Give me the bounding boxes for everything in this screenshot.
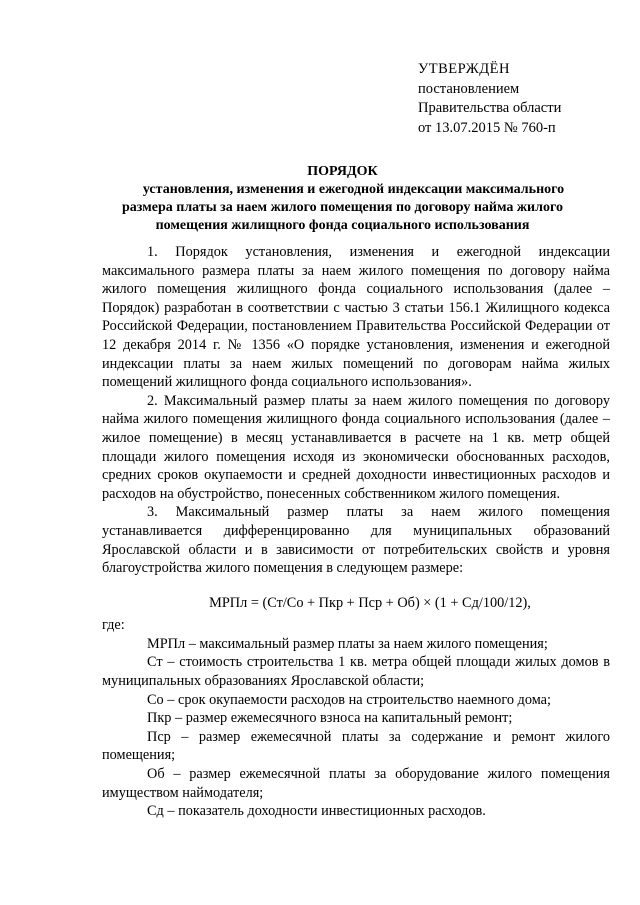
approval-heading: УТВЕРЖДЁН [418, 61, 510, 77]
document-title: ПОРЯДОК [307, 164, 378, 179]
document-body [102, 243, 610, 821]
approval-line-government: Правительства области [418, 100, 562, 116]
definition-pkr: Пкр – размер ежемесячного взноса на капитальный ремонт; [147, 710, 513, 727]
approval-line-date-number: от 13.07.2015 № 760-п [418, 119, 556, 136]
definition-st: Ст – стоимость строительства 1 кв. метра общей площади жилых домов в муниципальных образованиях Ярославской области; [102, 654, 610, 690]
definition-ob: Об – размер ежемесячной платы за оборудование жилого помещения имуществом наймодателя; [102, 766, 610, 801]
paragraph-3: 3. Максимальный размер платы за наем жилого помещения устанавливается дифференцированно для муниципальных образований Ярославской области и в зависимости от потребительских свойств и уровня благоустройства жилого помещения в следующем размере: [102, 504, 610, 577]
paragraph-1: 1. Порядок установления, изменения и ежегодной индексации максимального размера платы за наем жилого помещения по договору найма жилого помещения жилищного фонда социального использования (далее – Порядок) разработан в соответствии с частью 3 статьи 156.1 Жилищного кодекса Российской Федерации, постановлением Правительства Российской Федерации от 12 декабря 2014 г. № 1356 «О порядке установления, изменения и ежегодной индексации платы за наем жилых помещений по договорам найма жилых помещений жилищного фонда социального использования». [102, 244, 610, 391]
document-title-block [100, 163, 585, 235]
approval-stamp [418, 60, 561, 138]
where-label: где: [102, 617, 125, 634]
definition-so: Со – срок окупаемости расходов на строительство наемного дома; [147, 691, 551, 708]
formula: МРПл = (Ст/Со + Пкр + Пср + Об) × (1 + Сд/100/12), [209, 594, 531, 611]
definition-mrpl: МРПл – максимальный размер платы за наем жилого помещения; [147, 635, 548, 652]
definition-psr: Пср – размер ежемесячной платы за содержание и ремонт жилого помещения; [102, 728, 610, 764]
definition-sd: Сд – показатель доходности инвестиционных расходов. [147, 803, 486, 820]
approval-line-resolution: постановлением [418, 80, 520, 97]
document-subtitle: установления, изменения и ежегодной индексации максимального размера платы за наем жилого помещения по договору найма жилого помещения жилищного фонда социального использования [122, 182, 565, 233]
paragraph-2: 2. Максимальный размер платы за наем жилого помещения по договору найма жилого помещения жилищного фонда социального использования (далее – жилое помещение) в месяц устанавливается в расчете на 1 кв. метр общей площади жилого помещения исходя из экономически обоснованных расходов, средних сроков окупаемости и средней доходности инвестиционных расходов и расходов на обустройство, понесенных собственником жилого помещения. [102, 392, 610, 502]
